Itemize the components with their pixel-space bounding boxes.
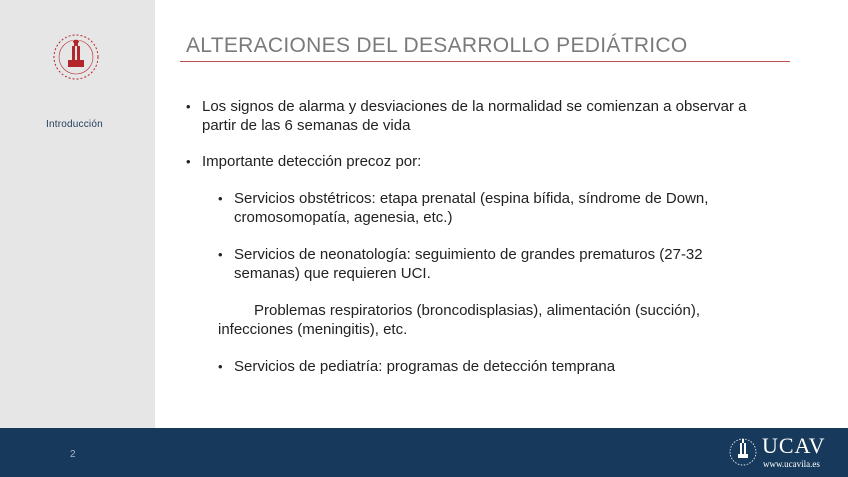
slide-title: ALTERACIONES DEL DESARROLLO PEDIÁTRICO bbox=[186, 34, 688, 57]
bullet-icon: • bbox=[186, 154, 191, 169]
bullet-icon: • bbox=[186, 99, 191, 114]
bullet-icon: • bbox=[218, 247, 223, 262]
bullet-line: semanas) que requieren UCI. bbox=[234, 265, 431, 282]
bullet-icon: • bbox=[218, 359, 223, 374]
bullet-line: Servicios de neonatología: seguimiento de grandes prematuros (27-32 bbox=[234, 246, 703, 263]
bullet-line: cromosomopatía, agenesia, etc.) bbox=[234, 209, 453, 226]
brand-name: UCAV bbox=[762, 433, 826, 458]
footer-bar bbox=[0, 428, 848, 477]
ucav-logo-icon bbox=[729, 433, 757, 471]
bullet-icon: • bbox=[218, 191, 223, 206]
website-url[interactable]: www.ucavila.es bbox=[763, 459, 820, 469]
page-number: 2 bbox=[70, 449, 76, 460]
bullet-line: Servicios de pediatría: programas de detección temprana bbox=[234, 358, 616, 375]
bullet-line: Importante detección precoz por: bbox=[202, 153, 422, 170]
bullet-line: partir de las 6 semanas de vida bbox=[202, 117, 411, 134]
paragraph-line: infecciones (meningitis), etc. bbox=[218, 321, 408, 338]
paragraph-line: Problemas respiratorios (broncodisplasias), alimentación (succión), bbox=[254, 302, 701, 319]
section-label: Introducción bbox=[46, 119, 103, 130]
bullet-line: Servicios obstétricos: etapa prenatal (espina bífida, síndrome de Down, bbox=[234, 190, 709, 207]
bullet-line: Los signos de alarma y desviaciones de la normalidad se comienzan a observar a bbox=[202, 98, 747, 115]
